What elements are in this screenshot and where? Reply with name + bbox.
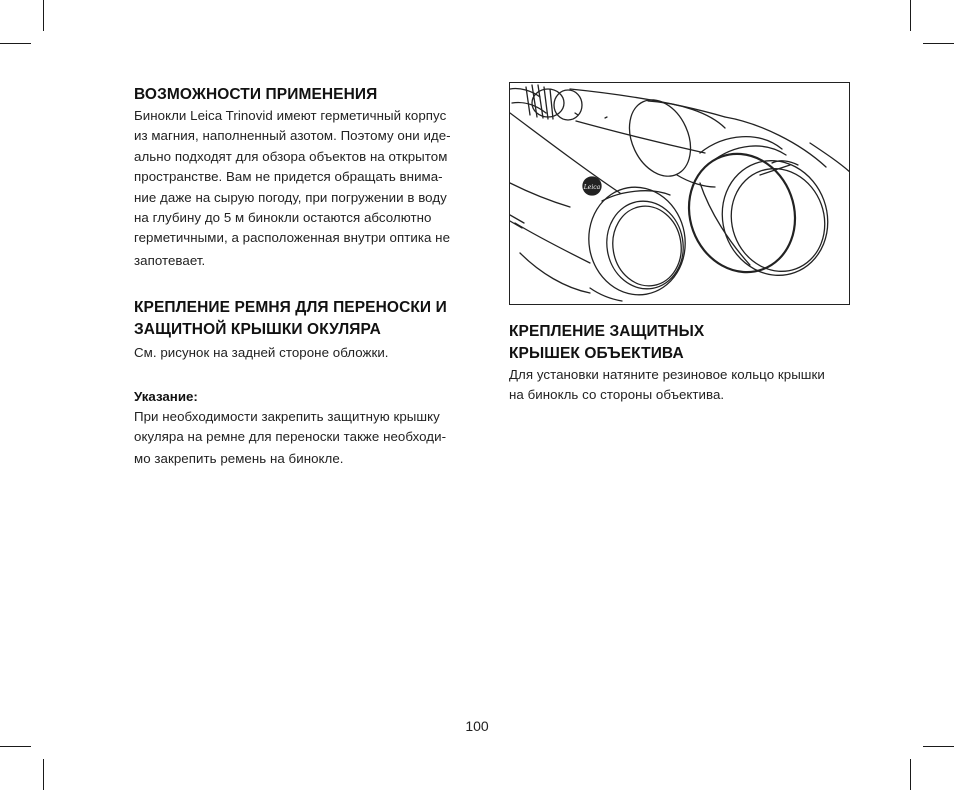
crop-mark-top-left-horizontal — [0, 43, 31, 44]
text-line: герметичными, а расположенная внутри оптика не — [134, 230, 451, 246]
crop-mark-bottom-left-horizontal — [0, 746, 31, 747]
section-strap — [134, 297, 484, 363]
note-block — [134, 387, 484, 470]
text-line: пространстве. Вам не придется обращать внима- — [134, 169, 443, 185]
crop-mark-top-right-horizontal — [923, 43, 954, 44]
text-line: ние даже на сырую погоду, при погружении в воду — [134, 189, 447, 205]
text-line: окуляра на ремне для переноски также необходи- — [134, 429, 447, 445]
page-number: 100 — [465, 718, 489, 734]
text-line: из магния, наполненный азотом. Поэтому они иде- — [134, 128, 451, 144]
right-column-text — [509, 321, 854, 406]
text-line: на глубину до 5 м бинокли остаются абсолютно — [134, 210, 432, 226]
heading-line: ЗАЩИТНОЙ КРЫШКИ ОКУЛЯРА — [134, 321, 381, 339]
section-heading-applications: ВОЗМОЖНОСТИ ПРИМЕНЕНИЯ — [134, 86, 378, 103]
note-text — [134, 407, 484, 470]
text-line: Для установки натяните резиновое кольцо крышки — [509, 367, 825, 382]
text-line: мо закрепить ремень на бинокле. — [134, 451, 344, 467]
section-applications-text — [134, 106, 484, 271]
section-heading-lens-caps — [509, 321, 854, 365]
left-column — [134, 84, 484, 470]
binocular-line-drawing — [510, 83, 850, 305]
text-line: Бинокли Leica Trinovid имеют герметичный корпус — [134, 108, 447, 123]
text-line: См. рисунок на задней стороне обложки. — [134, 345, 389, 361]
crop-mark-top-right-vertical — [910, 0, 911, 31]
leica-logo-text: Leica — [583, 184, 601, 191]
section-lens-caps-text — [509, 365, 854, 406]
text-line: При необходимости закрепить защитную крышку — [134, 408, 440, 424]
section-strap-text — [134, 343, 484, 363]
note-label: Указание: — [134, 388, 198, 404]
binocular-illustration — [509, 82, 850, 305]
crop-mark-bottom-left-vertical — [43, 759, 44, 790]
crop-mark-top-left-vertical — [43, 0, 44, 31]
text-line: ально подходят для обзора объектов на открытом — [134, 148, 448, 164]
heading-line: КРЕПЛЕНИЕ РЕМНЯ ДЛЯ ПЕРЕНОСКИ И — [134, 299, 447, 317]
text-line: запотевает. — [134, 252, 206, 268]
heading-line: КРЫШЕК ОБЪЕКТИВА — [509, 345, 684, 362]
heading-line: КРЕПЛЕНИЕ ЗАЩИТНЫХ — [509, 323, 705, 340]
text-line: на бинокль со стороны объектива. — [509, 387, 725, 403]
crop-mark-bottom-right-vertical — [910, 759, 911, 790]
section-heading-strap — [134, 297, 484, 341]
crop-mark-bottom-right-horizontal — [923, 746, 954, 747]
